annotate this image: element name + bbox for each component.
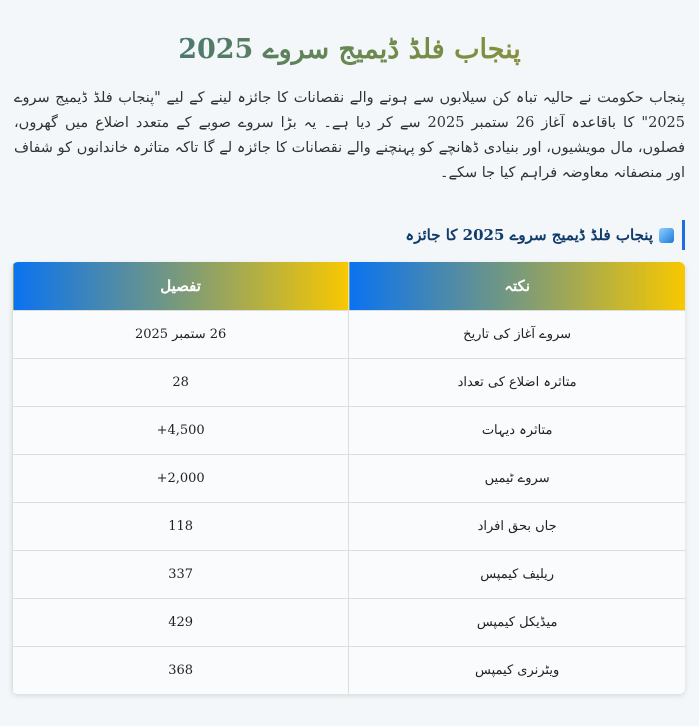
table-row — [13, 455, 686, 503]
wave-icon — [659, 228, 674, 243]
row-point: میڈیکل کیمپس — [349, 599, 685, 647]
table-header-row — [13, 262, 686, 311]
page-title: پنجاب فلڈ ڈیمیج سروے 2025 — [0, 30, 699, 70]
row-detail: +2,000 — [13, 455, 349, 503]
table-row — [13, 551, 686, 599]
section-heading — [14, 220, 685, 250]
row-detail: +4,500 — [13, 407, 349, 455]
table-row — [13, 407, 686, 455]
row-point: ریلیف کیمپس — [349, 551, 685, 599]
table-row — [13, 311, 686, 359]
table-row — [13, 503, 686, 551]
row-detail: 429 — [13, 599, 349, 647]
row-detail: 28 — [13, 359, 349, 407]
row-detail: 368 — [13, 647, 349, 695]
intro-paragraph: پنجاب حکومت نے حالیہ تباہ کن سیلابوں سے ہونے والے نقصانات کا جائزہ لینے کے لیے "پنجاب فلڈ ڈیمیج سروے 2025" کا باقاعدہ آغاز 26 ستمبر 2025 سے کر دیا ہے۔ یہ بڑا سروے صوبے کے متعدد اضلاع میں گھروں، فصلوں، مال مویشیوں، اور بنیادی ڈھانچے کو پہنچنے والے نقصانات کا جائزہ لے گا تاکہ متاثرہ خاندانوں کو شفاف اور منصفانہ معاوضہ فراہم کیا جا سکے۔ — [14, 90, 685, 181]
survey-table — [12, 262, 685, 694]
row-point: متاثرہ اضلاع کی تعداد — [349, 359, 685, 407]
row-point: متاثرہ دیہات — [349, 407, 685, 455]
row-detail: 26 ستمبر 2025 — [13, 311, 349, 359]
row-point: سروے ٹیمیں — [349, 455, 685, 503]
table-row — [13, 599, 686, 647]
row-point: جاں بحق افراد — [349, 503, 685, 551]
row-point: ویٹرنری کیمپس — [349, 647, 685, 695]
row-detail: 118 — [13, 503, 349, 551]
row-point: سروے آغاز کی تاریخ — [349, 311, 685, 359]
table-row — [13, 647, 686, 695]
section-heading-text: پنجاب فلڈ ڈیمیج سروے 2025 کا جائزہ — [405, 226, 653, 244]
table-row — [13, 359, 686, 407]
header-point: نکتہ — [349, 262, 685, 311]
header-detail: تفصیل — [13, 262, 349, 311]
row-detail: 337 — [13, 551, 349, 599]
